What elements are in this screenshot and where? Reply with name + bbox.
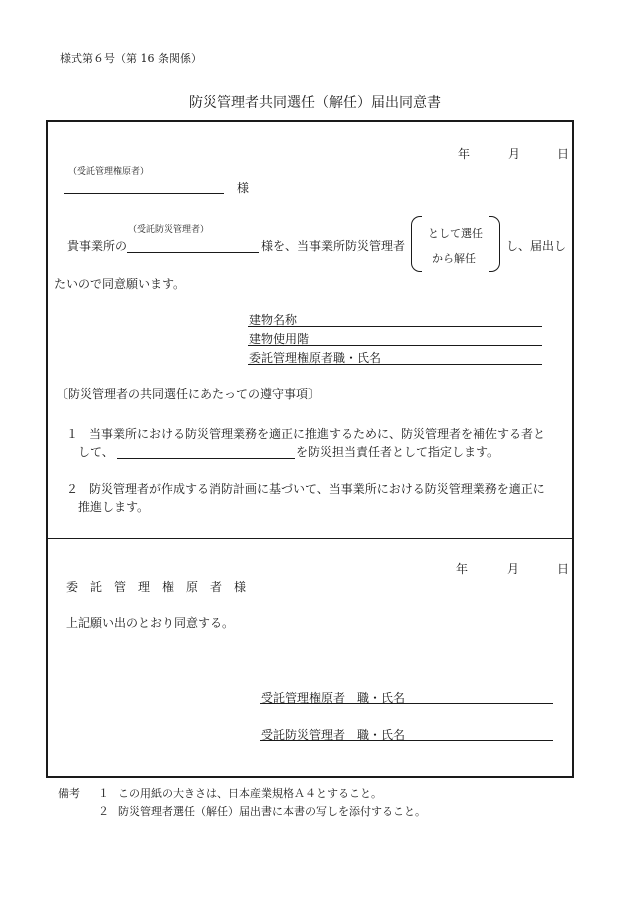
note2-text: 防災管理者選任（解任）届出書に本書の写しを添付すること。 xyxy=(118,805,426,818)
note2-number: ２ xyxy=(98,805,109,818)
consent-statement: 上記願い出のとおり同意する。 xyxy=(66,616,235,630)
section-divider xyxy=(46,538,574,539)
rule2-number: ２ xyxy=(66,482,79,496)
signature1-label: 受託管理権原者 職・氏名 xyxy=(261,691,406,705)
building-name-label: 建物名称 xyxy=(249,313,298,327)
building-name-field[interactable] xyxy=(248,326,542,327)
rule1-line2-suffix: を防災担当責任者として指定します。 xyxy=(296,445,500,459)
note1-text: この用紙の大きさは、日本産業規格Ａ４とすること。 xyxy=(118,787,382,800)
body-prefix: 貴事業所の xyxy=(67,239,128,253)
signature1-field[interactable] xyxy=(260,703,553,704)
consent-date-day-label: 日 xyxy=(557,562,570,576)
body-mid: 様を、当事業所防災管理者 xyxy=(261,239,406,253)
consent-date-year-label: 年 xyxy=(456,562,469,576)
signature2-label: 受託防災管理者 職・氏名 xyxy=(261,728,406,742)
option-bracket-right xyxy=(489,216,500,272)
building-floor-field[interactable] xyxy=(248,345,542,346)
manager-caption: （受託防災管理者） xyxy=(128,225,210,235)
addressee-caption: （受託管理権原者） xyxy=(68,167,150,177)
addressee-name-field[interactable] xyxy=(64,193,224,194)
date-month-label: 月 xyxy=(508,147,521,161)
form-number: 様式第６号（第 16 条関係） xyxy=(60,52,202,65)
signature2-field[interactable] xyxy=(260,740,553,741)
rule2-line1: 防災管理者が作成する消防計画に基づいて、当事業所における防災管理業務を適正に xyxy=(89,482,545,496)
option-dismiss[interactable]: から解任 xyxy=(432,252,476,265)
rule1-line2-prefix: して、 xyxy=(78,445,114,459)
rules-heading: 〔防災管理者の共同選任にあたっての遵守事項〕 xyxy=(56,387,321,401)
consent-date-month-label: 月 xyxy=(507,562,520,576)
document-title: 防災管理者共同選任（解任）届出同意書 xyxy=(189,95,441,111)
notes-label: 備考 xyxy=(58,787,80,800)
consent-addressee: 委託管理権原者様 xyxy=(66,580,259,594)
delegator-label: 委託管理権原者職・氏名 xyxy=(249,351,382,365)
rule2-line2: 推進します。 xyxy=(78,500,150,514)
option-appoint[interactable]: として選任 xyxy=(428,227,483,240)
rule1-line1: 当事業所における防災管理業務を適正に推進するために、防災管理者を補佐する者と xyxy=(89,427,546,441)
building-floor-label: 建物使用階 xyxy=(249,332,310,346)
rule1-number: １ xyxy=(66,427,79,441)
delegator-field[interactable] xyxy=(248,364,542,365)
date-day-label: 日 xyxy=(557,147,570,161)
manager-name-field[interactable] xyxy=(127,252,259,253)
note1-number: １ xyxy=(98,787,109,800)
addressee-suffix: 様 xyxy=(237,181,250,195)
date-year-label: 年 xyxy=(458,147,471,161)
responsible-person-field[interactable] xyxy=(117,458,295,459)
body-suffix: し、届出し xyxy=(506,239,567,253)
body-line2: たいので同意願います。 xyxy=(54,277,186,291)
option-bracket-left xyxy=(411,216,422,272)
